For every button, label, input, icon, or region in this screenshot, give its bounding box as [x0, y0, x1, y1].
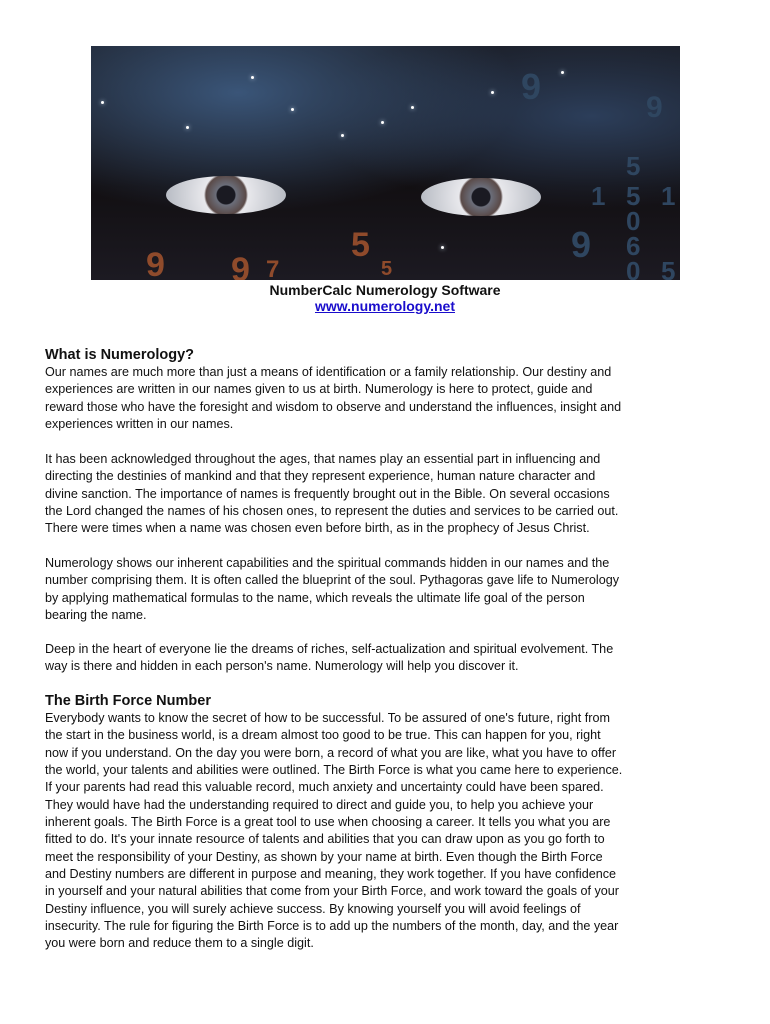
text-line: bearing the name.	[45, 608, 147, 623]
text-line: fitted to do. It's your innate resource of talents and abilities that you can draw upon as you go forth to	[45, 832, 605, 847]
text-line: There were times when a name was chosen even before birth, as in the prophecy of Jesus Christ.	[45, 521, 590, 536]
hero-number: 9	[146, 246, 165, 280]
left-eye	[166, 176, 286, 214]
hero-number: 9	[571, 224, 592, 265]
text-line: you were born and reduce them to a single digit.	[45, 936, 314, 951]
hero-number: 1	[661, 181, 676, 211]
star	[491, 91, 494, 94]
text-line: now if you understand. On the day you were born, a record of what you are like, what you have to offer	[45, 745, 617, 760]
text-line: Deep in the heart of everyone lie the dreams of riches, self-actualization and spiritual evolvement. The	[45, 642, 614, 656]
text-line: experiences are written in our names given to us at birth. Numerology is here to protect, guide and	[45, 382, 593, 397]
text-line: the Lord changed the names of his chosen ones, to represent the duties and services to be carried out.	[45, 504, 619, 519]
hero-number: 0	[626, 206, 641, 236]
hero-number: 5	[381, 258, 393, 280]
star	[186, 126, 189, 129]
hero-number: 1	[591, 181, 606, 211]
star	[561, 71, 564, 74]
text-line: If your parents had read this valuable record, much anxiety and uncertainty could have been spared.	[45, 780, 604, 795]
star	[291, 108, 294, 111]
star	[101, 101, 104, 104]
hero-number: 9	[521, 66, 542, 107]
paragraph	[45, 641, 613, 676]
hero-number: 6	[626, 231, 641, 261]
paragraph	[45, 710, 622, 953]
text-line: way is there and hidden in each person's name. Numerology will help you discover it.	[45, 659, 519, 674]
text-line: in yourself and your natural abilities that come from your Birth Force, and work toward the goals of your	[45, 884, 619, 899]
paragraph	[45, 555, 619, 624]
hero-number: 5	[626, 151, 641, 181]
star	[251, 76, 254, 79]
text-line: Numerology shows our inherent capabilities and the spiritual commands hidden in our names and the	[45, 556, 610, 570]
website-link[interactable]: www.numerology.net	[314, 298, 455, 314]
hero-number: 5	[351, 226, 370, 264]
hero-number: 9	[231, 251, 250, 280]
text-line: the world, your talents and abilities were outlined. The Birth Force is what you came here to experience.	[45, 763, 623, 778]
text-line: experiences written in our names.	[45, 417, 234, 432]
star	[411, 106, 414, 109]
right-eye	[421, 178, 541, 216]
hero-number: 7	[266, 256, 280, 280]
paragraph	[45, 451, 618, 538]
hero-number: 5	[661, 256, 676, 280]
section-heading-what-is-numerology: What is Numerology?	[45, 347, 195, 363]
text-line: inherent goals. The Birth Force is a great tool to use when choosing a career. It tells you what you are	[45, 815, 611, 830]
document-title: NumberCalc Numerology Software	[269, 282, 501, 298]
text-line: divine sanction. The importance of names is frequently brought out in the Bible. On several occasions	[45, 486, 610, 501]
star	[341, 134, 344, 137]
paragraph	[45, 364, 621, 433]
text-line: the start in the business world, is a dream almost too good to be true. This can happen for you, right	[45, 728, 601, 743]
section-heading-birth-force: The Birth Force Number	[45, 693, 211, 709]
text-line: Our names are much more than just a means of identification or a family relationship. Our destiny and	[45, 365, 612, 379]
text-line: Everybody wants to know the secret of how to be successful. To be assured of one's future, right from	[45, 711, 610, 725]
text-line: Destiny influence, you will surely achieve success. By knowing yourself you will avoid feelings of	[45, 901, 581, 916]
star	[381, 121, 384, 124]
star	[441, 246, 444, 249]
text-line: reward those who have the foresight and wisdom to observe and understand the influences, insight and	[45, 399, 622, 414]
hero-number: 5	[626, 181, 641, 211]
text-line: insecurity. The rule for figuring the Birth Force is to add up the numbers of the month, day, and the year	[45, 919, 619, 934]
text-line: by applying mathematical formulas to the name, which reveals the ultimate life goal of the person	[45, 590, 585, 605]
text-line: meet the responsibility of your Destiny, as shown by your name at birth. Even though the Birth Force	[45, 849, 603, 864]
text-line: directing the destinies of mankind and that they represent experience, human nature character and	[45, 469, 596, 484]
hero-number: 9	[646, 91, 663, 124]
text-line: They would have had the understanding required to direct and guide you, to help you achieve your	[45, 797, 594, 812]
text-line: number comprising them. It is often called the blueprint of the soul. Pythagoras gave life to Numerology	[45, 573, 620, 588]
text-line: It has been acknowledged throughout the ages, that names play an essential part in influencing and	[45, 452, 601, 466]
hero-number: 0	[626, 256, 641, 280]
text-line: and Destiny numbers are different in purpose and meaning, they work together. If you have confidence	[45, 867, 617, 882]
hero-image-cosmic-eyes	[91, 46, 680, 280]
